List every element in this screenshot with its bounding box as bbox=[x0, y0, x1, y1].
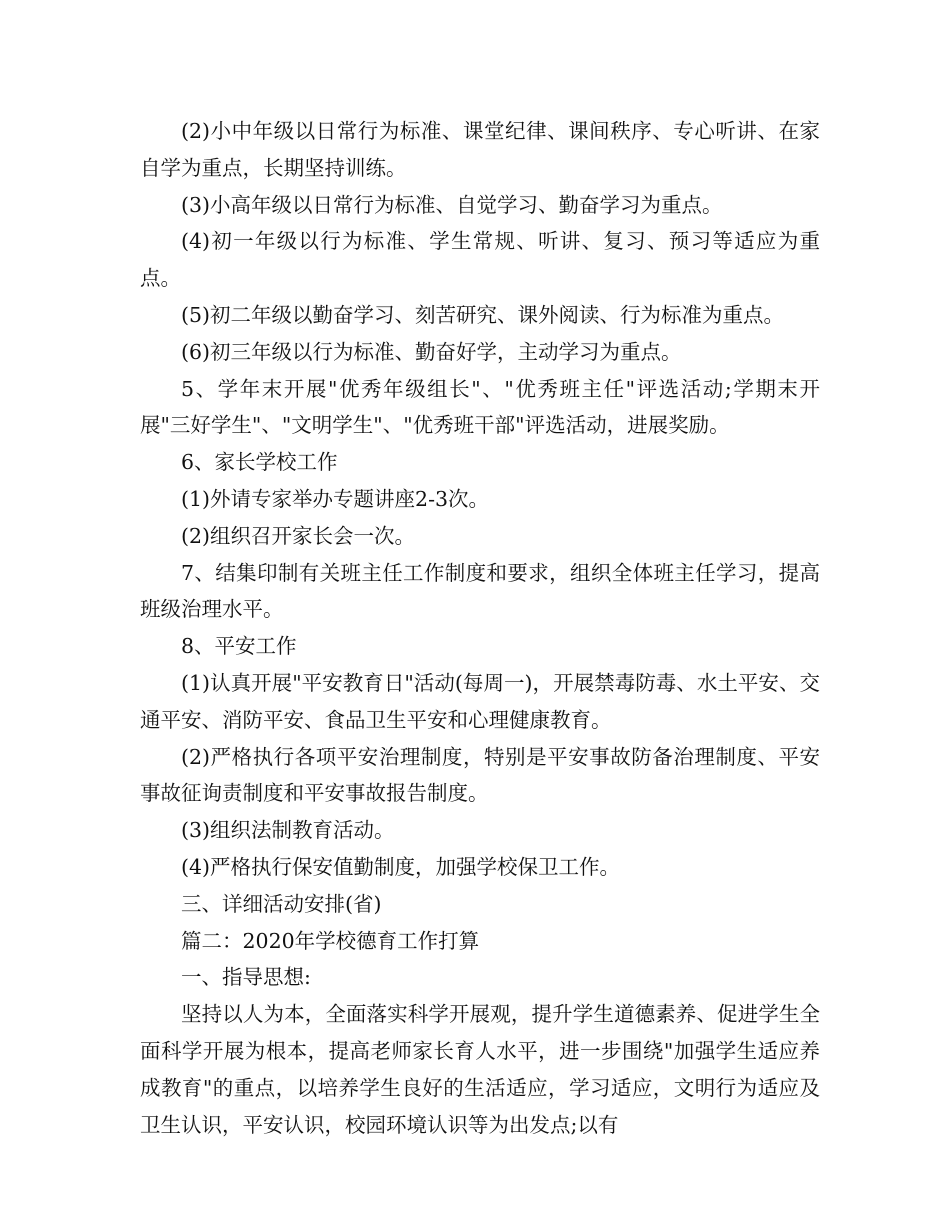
section-heading-guiding-thought: 一、指导思想: bbox=[181, 965, 311, 990]
paragraph-security-duty: (4)严格执行保安值勤制度，加强学校保卫工作。 bbox=[181, 854, 621, 879]
paragraph-teacher-rules-printing: 7、结集印制有关班主任工作制度和要求，组织全体班主任学习，提高班级治理水平。 bbox=[140, 560, 820, 622]
paragraph-expert-lectures: (1)外请专家举办专题讲座2-3次。 bbox=[181, 486, 490, 511]
paragraph-legal-education: (3)组织法制教育活动。 bbox=[181, 818, 395, 843]
paragraph-item-6-grade-three-focus: (6)初三年级以行为标准、勤奋好学，主动学习为重点。 bbox=[181, 339, 682, 364]
paragraph-safety-education-day: (1)认真开展"平安教育日"活动(每周一)，开展禁毒防毒、水土平安、交通平安、消防平安、食品卫生平安和心理健康教育。 bbox=[140, 670, 820, 732]
paragraph-item-3-upper-grade-focus: (3)小高年级以日常行为标准、自觉学习、勤奋学习为重点。 bbox=[181, 192, 723, 217]
paragraph-item-4-grade-one-focus: (4)初一年级以行为标准、学生常规、听讲、复习、预习等适应为重点。 bbox=[140, 229, 820, 291]
document-page bbox=[140, 113, 820, 1143]
paragraph-guiding-thought-body: 坚持以人为本，全面落实科学开展观，提升学生道德素养、促进学生全面科学开展为根本，提高老师家长育人水平，进一步围绕"加强学生适应养成教育"的重点，以培养学生良好的生活适应，学习适应，文明行为适应及卫生认识，平安认识，校园环境认识等为出发点;以有 bbox=[140, 1002, 820, 1137]
paragraph-parent-school-heading: 6、家长学校工作 bbox=[181, 450, 338, 475]
paragraph-awards-selection: 5、学年末开展"优秀年级组长"、"优秀班主任"评选活动;学期末开展"三好学生"、"文明学生"、"优秀班干部"评选活动，进展奖励。 bbox=[140, 376, 820, 438]
paragraph-parent-meeting: (2)组织召开家长会一次。 bbox=[181, 523, 416, 548]
paragraph-safety-heading: 8、平安工作 bbox=[181, 634, 297, 659]
paragraph-item-5-grade-two-focus: (5)初二年级以勤奋学习、刻苦研究、课外阅读、行为标准为重点。 bbox=[181, 302, 785, 327]
part-two-title: 篇二：2020年学校德育工作打算 bbox=[181, 928, 480, 953]
paragraph-safety-management-rules: (2)严格执行各项平安治理制度，特别是平安事故防备治理制度、平安事故征询责制度和平安事故报告制度。 bbox=[140, 744, 820, 806]
section-heading-activity-schedule: 三、详细活动安排(省) bbox=[181, 891, 382, 916]
paragraph-item-2-grade-focus: (2)小中年级以日常行为标准、课堂纪律、课间秩序、专心听讲、在家自学为重点，长期坚持训练。 bbox=[140, 119, 820, 180]
